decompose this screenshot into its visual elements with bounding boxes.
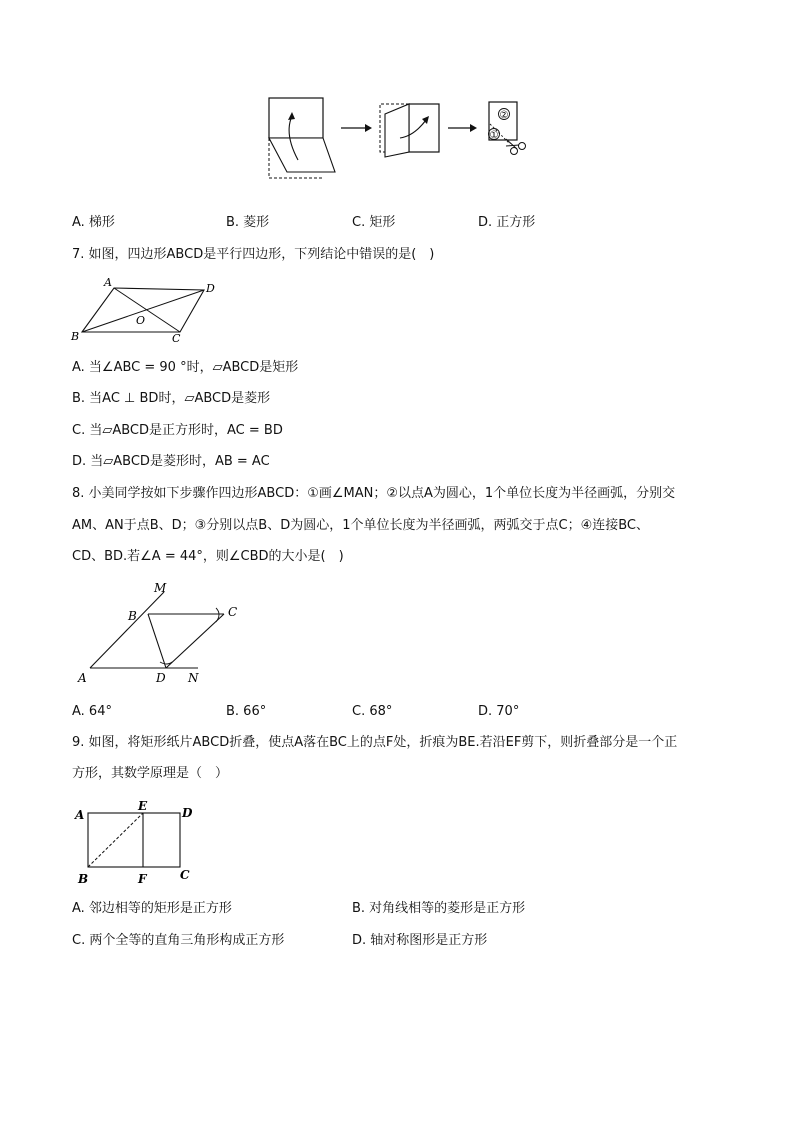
q9-rectangle (88, 813, 180, 867)
q7-parallelogram-figure (68, 274, 228, 346)
q9-option-d: D. 轴对称图形是正方形 (352, 933, 488, 948)
q8-label-n: N (188, 671, 199, 685)
q8-option-b: B. 66° (226, 704, 267, 719)
q7-stem: 7. 如图，四边形ABCD是平行四边形，下列结论中错误的是( ) (72, 247, 435, 262)
q8-option-d: D. 70° (478, 704, 520, 719)
q6-step1-square (269, 98, 323, 138)
q9-label-f: F (138, 872, 147, 886)
q9-rectangle-figure (72, 797, 212, 889)
q9-option-c: C. 两个全等的直角三角形构成正方形 (72, 933, 285, 948)
q6-scissors-ring-b (519, 143, 526, 150)
q6-option-d: D. 正方形 (478, 215, 536, 230)
q7-label-c: C (172, 332, 181, 345)
q7-option-d: D. 当▱ABCD是菱形时，AB = AC (72, 454, 270, 469)
q6-option-c: C. 矩形 (352, 215, 396, 230)
q6-folding-figure (262, 94, 534, 186)
q7-option-c: C. 当▱ABCD是正方形时，AC = BD (72, 423, 283, 438)
q8-label-c: C (228, 605, 238, 619)
q6-scissors-blade-b (506, 145, 519, 146)
q8-label-b: B (128, 609, 137, 623)
q8-stem-line-3: CD、BD.若∠A = 44°，则∠CBD的大小是( ) (72, 549, 344, 564)
q9-label-d: D (182, 806, 193, 820)
q6-step1-fold-flap (269, 138, 335, 172)
q9-option-b: B. 对角线相等的菱形是正方形 (352, 901, 526, 916)
q9-label-a: A (75, 808, 85, 822)
q8-stem-line-2: AM、AN于点B、D；③分别以点B、D为圆心，1个单位长度为半径画弧，两弧交于点C；④连接BC、 (72, 518, 650, 533)
q9-option-a: A. 邻边相等的矩形是正方形 (72, 901, 232, 916)
q7-option-b: B. 当AC ⊥ BD时，▱ABCD是菱形 (72, 391, 271, 406)
q6-circle-label-2: ② (499, 110, 509, 121)
q6-arrow-2-head (470, 124, 477, 132)
q8-segment-cd (166, 614, 224, 668)
q8-option-a: A. 64° (72, 704, 112, 719)
q9-stem-line-1: 9. 如图，将矩形纸片ABCD折叠，使点A落在BC上的点F处，折痕为BE.若沿EF剪下，则折叠部分是一个正 (72, 735, 678, 750)
q7-label-d: D (206, 282, 215, 295)
q6-circle-label-1: ① (489, 130, 499, 141)
q6-step2-flap (385, 104, 409, 157)
q8-arc-c (216, 608, 219, 622)
q6-step2-arrowhead (422, 116, 429, 124)
q9-label-e: E (138, 799, 148, 813)
q8-label-d: D (156, 671, 166, 685)
q8-label-m: M (154, 581, 167, 595)
q9-crease-be (88, 813, 143, 867)
q6-step2-rect (409, 104, 439, 152)
q8-option-c: C. 68° (352, 704, 393, 719)
q8-segment-bd (148, 614, 166, 668)
q7-label-b: B (71, 330, 80, 343)
q9-stem-line-2: 方形，其数学原理是（ ） (72, 766, 229, 781)
q9-label-c: C (180, 868, 190, 882)
q8-rhombus-figure (72, 580, 252, 688)
q6-option-a: A. 梯形 (72, 215, 115, 230)
q8-stem-line-1: 8. 小美同学按如下步骤作四边形ABCD：①画∠MAN；②以点A为圆心，1个单位长度为半径画弧，分别交 (72, 486, 676, 501)
q7-label-a: A (104, 276, 112, 289)
q7-option-a: A. 当∠ABC = 90 °时，▱ABCD是矩形 (72, 360, 299, 375)
q6-step1-arrowhead (288, 112, 295, 120)
q7-label-o: O (136, 314, 146, 327)
q6-option-b: B. 菱形 (226, 215, 270, 230)
q9-label-b: B (78, 872, 89, 886)
q8-label-a: A (78, 671, 87, 685)
q6-arrow-1-head (365, 124, 372, 132)
